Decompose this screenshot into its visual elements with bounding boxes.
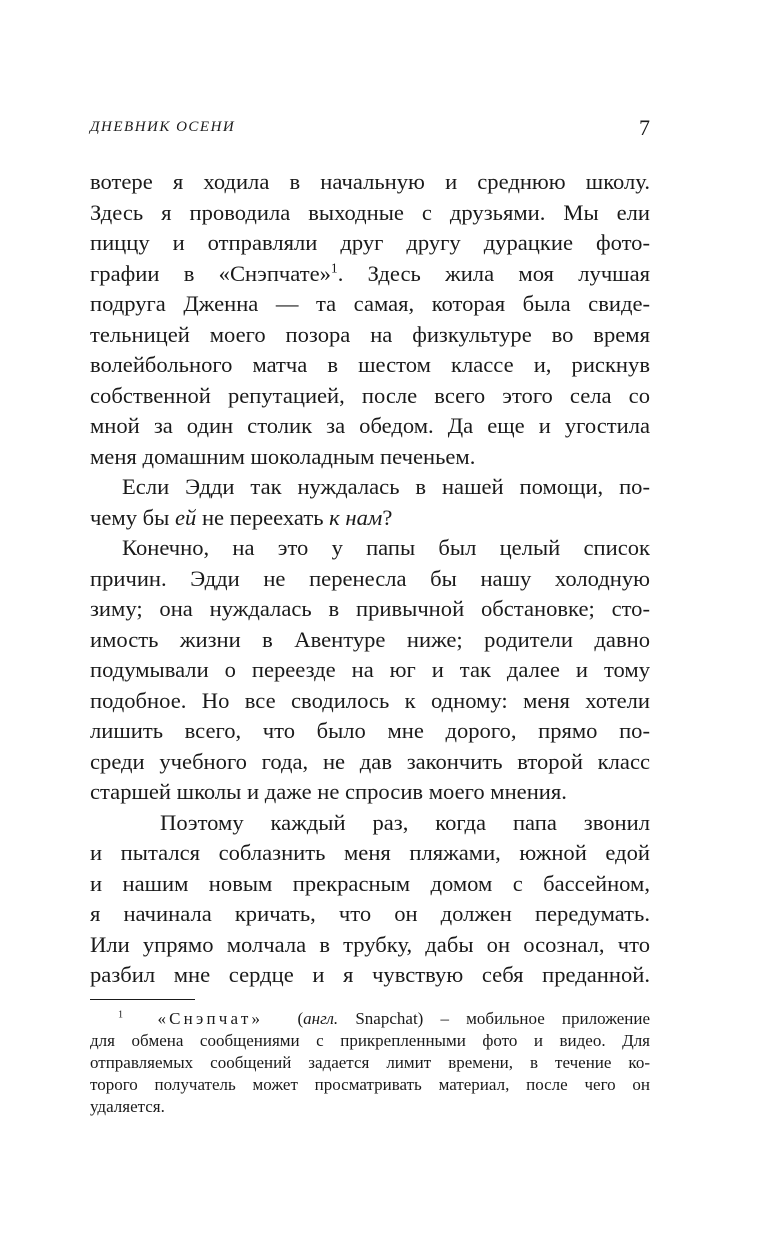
text-line: подобное. Но все сводилось к одному: меня хотели: [90, 687, 650, 713]
text-line: и пытался соблазнить меня пляжами, южной едой: [90, 840, 650, 865]
text-line: волейбольного матча в шестом классе и, рискнув: [90, 352, 650, 377]
footnote-marker: 1: [118, 1009, 124, 1021]
paragraph-start-line: Конечно, на это у папы был целый список: [122, 535, 650, 560]
footnote-divider: [90, 999, 195, 1000]
text-line: Или упрямо молчала в трубку, дабы он осознал, что: [90, 931, 650, 957]
text-line: зиму; она нуждалась в привычной обстановке; сто-: [90, 596, 650, 621]
text-line: пиццу и отправляли друг другу дурацкие фото-: [90, 230, 650, 255]
running-head: [90, 117, 650, 141]
footnote-line: для обмена сообщениями с прикрепленными фото и видео. Для: [90, 1031, 650, 1050]
text-line: собственной репутацией, после всего этого села со: [90, 382, 650, 408]
text-line: чему бы ей не переехать к нам?: [90, 504, 393, 530]
paragraph-start-line: Если Эдди так нуждалась в нашей помощи, по-: [122, 474, 650, 499]
text-line: Здесь я проводила выходные с друзьями. Мы ели: [90, 199, 650, 225]
text-line: тельницей моего позора на физкультуре во время: [90, 321, 650, 347]
running-title: ДНЕВНИК ОСЕНИ: [90, 119, 236, 135]
text-line: меня домашним шоколадным печеньем.: [90, 443, 476, 469]
footnote-term: «Снэпчат»: [157, 1009, 264, 1028]
text-line: имость жизни в Авентуре ниже; родители давно: [90, 626, 650, 652]
emphasis-text: к нам: [329, 504, 383, 530]
paragraph-start-line: Поэтому каждый раз, когда папа звонил: [160, 809, 650, 835]
body-text: [90, 167, 650, 991]
text-line: подумывали о переезде на юг и так далее и тому: [90, 657, 650, 682]
footnote-line: $^1$ «Снэпчат» (англ. Snapchat) – мобильное приложение: [118, 1009, 650, 1028]
emphasis-text: ей: [174, 504, 197, 530]
footnote-reference[interactable]: 1: [330, 259, 338, 275]
language-abbreviation: англ.: [303, 1009, 339, 1028]
text-line: я начинала кричать, что он должен передумать.: [90, 901, 650, 926]
text-line: графии в «Снэпчате»$^1$. Здесь жила моя лучшая: [90, 259, 650, 286]
text-line: причин. Эдди не перенесла бы нашу холодную: [90, 565, 650, 591]
footnote: [90, 1008, 650, 1118]
text-line: и нашим новым прекрасным домом с бассейном,: [90, 870, 650, 896]
text-line: мной за один столик за обедом. Да еще и угостила: [90, 413, 650, 438]
text-line: лишить всего, что было мне дорого, прямо по-: [90, 718, 650, 743]
footnote-line: удаляется.: [90, 1097, 165, 1116]
text-line: разбил мне сердце и я чувствую себя преданной.: [90, 962, 650, 987]
page-number: 7: [639, 115, 650, 140]
text-line: подруга Дженна — та самая, которая была свиде-: [90, 291, 650, 316]
text-line: среди учебного года, не дав закончить второй класс: [90, 748, 650, 774]
text-line: старшей школы и даже не спросив моего мнения.: [90, 779, 567, 804]
footnote-line: отправляемых сообщений задается лимит времени, в течение ко-: [90, 1053, 650, 1072]
footnote-line: торого получатель может просматривать материал, после чего он: [90, 1075, 650, 1094]
text-line: вотере я ходила в начальную и среднюю школу.: [90, 169, 650, 194]
